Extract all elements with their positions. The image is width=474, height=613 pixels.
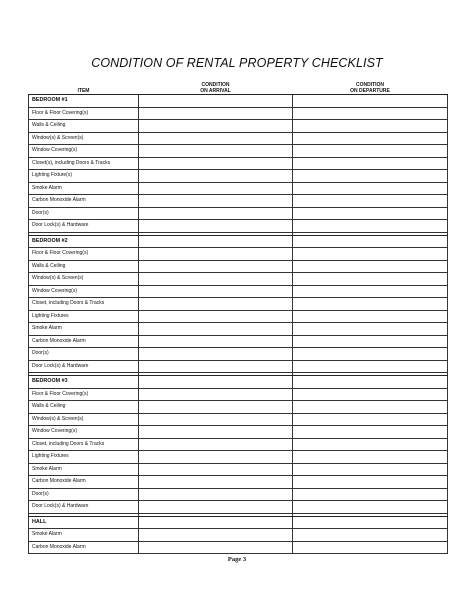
arrival-cell[interactable] (139, 248, 293, 261)
departure-cell[interactable] (293, 95, 448, 108)
item-label: Door Lock(s) & Hardware (29, 220, 139, 233)
arrival-cell[interactable] (139, 157, 293, 170)
departure-cell[interactable] (293, 476, 448, 489)
departure-cell[interactable] (293, 260, 448, 273)
arrival-cell[interactable] (139, 529, 293, 542)
departure-cell[interactable] (293, 273, 448, 286)
item-label: Window(s) & Screen(s) (29, 413, 139, 426)
departure-cell[interactable] (293, 157, 448, 170)
item-label: Closet, including Doors & Tracks (29, 298, 139, 311)
page-title: CONDITION OF RENTAL PROPERTY CHECKLIST (91, 56, 383, 70)
arrival-cell[interactable] (139, 298, 293, 311)
item-label: Carbon Monoxide Alarm (29, 476, 139, 489)
table-row (29, 310, 448, 323)
section-heading: HALL (29, 516, 139, 529)
arrival-cell[interactable] (139, 401, 293, 414)
table-row (29, 476, 448, 489)
arrival-cell[interactable] (139, 120, 293, 133)
item-label: Window Covering(s) (29, 426, 139, 439)
item-label: Smoke Alarm (29, 182, 139, 195)
arrival-cell[interactable] (139, 310, 293, 323)
arrival-cell[interactable] (139, 463, 293, 476)
item-label: Floor & Floor Covering(s) (29, 388, 139, 401)
section-heading: BEDROOM #2 (29, 235, 139, 248)
departure-cell[interactable] (293, 335, 448, 348)
departure-cell[interactable] (293, 413, 448, 426)
item-label: Door Lock(s) & Hardware (29, 360, 139, 373)
page-number: Page 3 (227, 556, 247, 563)
arrival-cell[interactable] (139, 323, 293, 336)
arrival-cell[interactable] (139, 107, 293, 120)
arrival-cell[interactable] (139, 438, 293, 451)
table-row (29, 157, 448, 170)
table-row (29, 195, 448, 208)
item-label: Floor & Floor Covering(s) (29, 248, 139, 261)
arrival-cell[interactable] (139, 541, 293, 554)
table-row (29, 285, 448, 298)
table-row (29, 248, 448, 261)
item-label: Window Covering(s) (29, 285, 139, 298)
departure-cell[interactable] (293, 388, 448, 401)
departure-cell[interactable] (293, 426, 448, 439)
table-row (29, 207, 448, 220)
section-heading-row (29, 235, 448, 248)
arrival-cell[interactable] (139, 285, 293, 298)
departure-column-header: CONDITION ON DEPARTURE (293, 77, 448, 95)
table-row (29, 145, 448, 158)
item-label: Smoke Alarm (29, 323, 139, 336)
item-label: Lighting Fixture(s) (29, 170, 139, 183)
table-row (29, 298, 448, 311)
table-row (29, 335, 448, 348)
arrival-cell[interactable] (139, 388, 293, 401)
item-label: Lighting Fixtures (29, 451, 139, 464)
departure-cell[interactable] (293, 451, 448, 464)
table-row (29, 413, 448, 426)
checklist-body (29, 95, 448, 554)
table-row (29, 170, 448, 183)
departure-cell[interactable] (293, 145, 448, 158)
item-label: Floor & Floor Covering(s) (29, 107, 139, 120)
item-label: Door(s) (29, 348, 139, 361)
table-row (29, 401, 448, 414)
departure-cell[interactable] (293, 170, 448, 183)
departure-cell[interactable] (293, 235, 448, 248)
departure-cell[interactable] (293, 501, 448, 514)
arrival-cell[interactable] (139, 348, 293, 361)
table-header-row (29, 77, 448, 95)
departure-cell[interactable] (293, 323, 448, 336)
table-row (29, 273, 448, 286)
item-label: Smoke Alarm (29, 529, 139, 542)
arrival-cell[interactable] (139, 335, 293, 348)
item-label: Walls & Ceiling (29, 120, 139, 133)
departure-cell[interactable] (293, 248, 448, 261)
checklist-table (28, 77, 448, 554)
table-row (29, 260, 448, 273)
item-label: Door(s) (29, 488, 139, 501)
table-row (29, 541, 448, 554)
item-label: Walls & Ceiling (29, 401, 139, 414)
arrival-cell[interactable] (139, 360, 293, 373)
table-row (29, 388, 448, 401)
departure-cell[interactable] (293, 310, 448, 323)
item-label: Door(s) (29, 207, 139, 220)
departure-cell[interactable] (293, 376, 448, 389)
item-column-header: ITEM (29, 77, 139, 95)
arrival-cell[interactable] (139, 273, 293, 286)
departure-cell[interactable] (293, 120, 448, 133)
table-row (29, 360, 448, 373)
table-row (29, 348, 448, 361)
item-label: Smoke Alarm (29, 463, 139, 476)
departure-cell[interactable] (293, 132, 448, 145)
item-label: Closet(s), including Doors & Tracks (29, 157, 139, 170)
departure-cell[interactable] (293, 516, 448, 529)
table-row (29, 323, 448, 336)
arrival-cell[interactable] (139, 260, 293, 273)
arrival-cell[interactable] (139, 220, 293, 233)
item-label: Carbon Monoxide Alarm (29, 195, 139, 208)
departure-cell[interactable] (293, 195, 448, 208)
arrival-column-header: CONDITION ON ARRIVAL (139, 77, 293, 95)
item-label: Window(s) & Screen(s) (29, 132, 139, 145)
arrival-cell[interactable] (139, 145, 293, 158)
arrival-cell[interactable] (139, 426, 293, 439)
arrival-cell[interactable] (139, 476, 293, 489)
table-row (29, 488, 448, 501)
arrival-cell[interactable] (139, 170, 293, 183)
section-heading: BEDROOM #3 (29, 376, 139, 389)
item-label: Window(s) & Screen(s) (29, 273, 139, 286)
arrival-cell[interactable] (139, 132, 293, 145)
item-label: Walls & Ceiling (29, 260, 139, 273)
table-row (29, 220, 448, 233)
table-row (29, 182, 448, 195)
departure-cell[interactable] (293, 360, 448, 373)
arrival-cell[interactable] (139, 376, 293, 389)
item-label: Carbon Monoxide Alarm (29, 335, 139, 348)
departure-cell[interactable] (293, 285, 448, 298)
departure-cell[interactable] (293, 488, 448, 501)
arrival-cell[interactable] (139, 235, 293, 248)
table-row (29, 438, 448, 451)
section-heading-row (29, 376, 448, 389)
arrival-cell[interactable] (139, 182, 293, 195)
departure-cell[interactable] (293, 401, 448, 414)
table-row (29, 107, 448, 120)
section-heading-row (29, 95, 448, 108)
section-heading: BEDROOM #1 (29, 95, 139, 108)
departure-cell[interactable] (293, 220, 448, 233)
item-label: Carbon Monoxide Alarm (29, 541, 139, 554)
departure-cell[interactable] (293, 298, 448, 311)
table-row (29, 120, 448, 133)
arrival-cell[interactable] (139, 451, 293, 464)
arrival-cell[interactable] (139, 501, 293, 514)
departure-cell[interactable] (293, 438, 448, 451)
departure-cell[interactable] (293, 182, 448, 195)
item-label: Lighting Fixtures (29, 310, 139, 323)
table-row (29, 463, 448, 476)
section-heading-row (29, 516, 448, 529)
departure-cell[interactable] (293, 529, 448, 542)
arrival-cell[interactable] (139, 195, 293, 208)
arrival-cell[interactable] (139, 516, 293, 529)
table-row (29, 529, 448, 542)
item-label: Closet, including Doors & Tracks (29, 438, 139, 451)
item-label: Door Lock(s) & Hardware (29, 501, 139, 514)
departure-cell[interactable] (293, 463, 448, 476)
arrival-cell[interactable] (139, 488, 293, 501)
table-row (29, 426, 448, 439)
table-row (29, 132, 448, 145)
departure-cell[interactable] (293, 541, 448, 554)
item-label: Window Covering(s) (29, 145, 139, 158)
departure-cell[interactable] (293, 207, 448, 220)
table-row (29, 501, 448, 514)
arrival-cell[interactable] (139, 413, 293, 426)
arrival-cell[interactable] (139, 207, 293, 220)
departure-cell[interactable] (293, 107, 448, 120)
departure-cell[interactable] (293, 348, 448, 361)
arrival-cell[interactable] (139, 95, 293, 108)
table-row (29, 451, 448, 464)
